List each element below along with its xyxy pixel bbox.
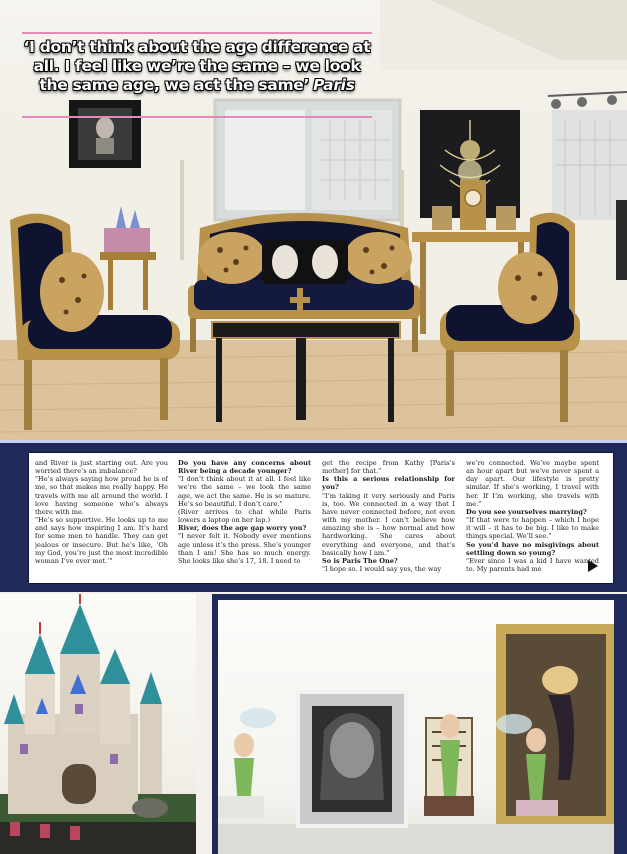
interview-question: Do you see yourselves marrying?	[466, 507, 587, 516]
castle-illustration	[0, 594, 196, 854]
interview-question: River, does the age gap worry you?	[178, 524, 307, 533]
interview-question: Do you have any concerns about River being a decade younger?	[178, 459, 311, 476]
article-text-box	[28, 452, 614, 584]
pull-quote-text: ‘I don’t think about the age difference at all. I feel like we’re the same – we look the same age, we act the same’	[23, 38, 371, 94]
interview-paragraph: "If that were to happen – which I hope it will – it has to be big. I like to make things special. We’ll see."	[466, 516, 599, 541]
shelf-photo-image	[218, 600, 614, 854]
interview-question: Is this a serious relationship for you?	[322, 475, 455, 492]
interview-paragraph: "Ever since I was a kid I have wanted to. My parents had me	[466, 556, 599, 574]
article-column-3	[322, 459, 455, 579]
pull-quote	[22, 38, 372, 95]
interview-paragraph: we’re connected. We’ve maybe spent an hour apart but we’ve never spent a day apart. Our lifestyle is pretty similar. If she’s working, I travel with her. If I’m working, she travels with me."	[466, 459, 599, 508]
interview-paragraph: get the recipe from Kathy [Paris’s mother] for that."	[322, 459, 455, 476]
article-column-4	[466, 459, 599, 579]
shelf-photo	[212, 594, 627, 854]
interview-question: So is Paris The One?	[322, 556, 398, 565]
interview-paragraph: "He’s always saying how proud he is of me, so that makes me really happy. He travels with me all around the world. I love having someone who’s always there with me.	[35, 475, 168, 516]
interview-paragraph: "I’m taking it very seriously and Paris is, too. We connected in a way that I have never connected before, not even with my mother. I can’t believe how amazing she is – how normal and how hardworking. She cares about everything and everyone, and that’s basically how I am."	[322, 491, 455, 557]
interview-paragraph: "He’s so supportive. He looks up to me and says how inspiring I am. It’s hard for some men to handle. They can get jealous or insecure. But he’s like, ‘Oh my God, you’re just the most incredible woman I’ve ever met.’"	[35, 516, 168, 565]
castle-photo	[0, 594, 196, 854]
interview-paragraph: and River is just starting out. Are you worried there’s an imbalance?	[35, 459, 168, 476]
interview-paragraph: (River arrives to chat while Paris lowers a laptop on her lap.)	[178, 507, 311, 525]
interview-paragraph: "I hope so. I would say yes, the way	[322, 565, 442, 574]
interview-paragraph: "I never felt it. Nobody ever mentions age unless it’s the press. She’s younger than I am! She has so much energy. She looks like she’s 17, 18. I need to	[178, 532, 311, 565]
shelf-illustration	[218, 600, 614, 854]
interview-question: So you’d have no misgivings about settling down so young?	[466, 540, 599, 557]
interview-paragraph: "I don’t think about it at all. I feel like we’re the same – we look the same age, we act the same. He is so mature. He’s so beautiful. I don’t care."	[178, 475, 311, 508]
article-column-2	[178, 459, 311, 579]
continue-arrow-icon	[588, 560, 598, 572]
article-column-1	[35, 459, 168, 579]
band-accent-rule	[0, 440, 627, 443]
pull-quote-attribution: Paris	[313, 76, 355, 94]
